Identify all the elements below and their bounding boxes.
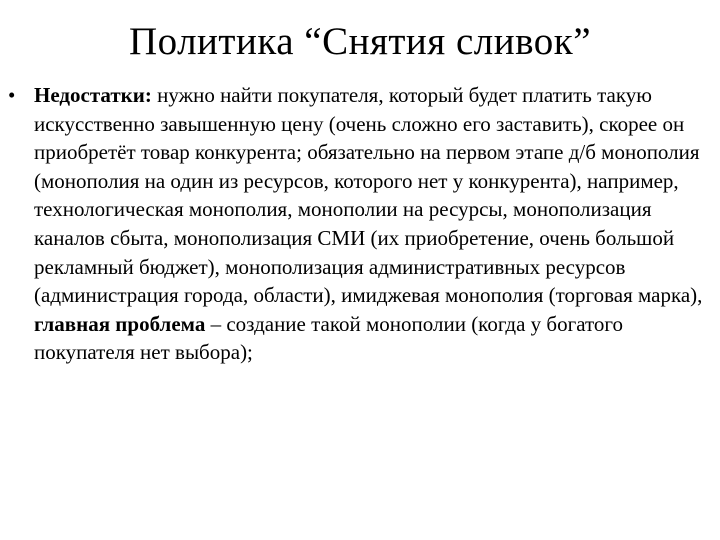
slide-title: Политика “Снятия сливок” — [128, 20, 592, 63]
bullet-text — [34, 81, 714, 367]
bullet-emphasis-bold: главная проблема — [34, 311, 206, 336]
bullet-body-part-2: – создание такой монополии (когда у богатого покупателя нет выбора); — [34, 311, 623, 365]
bullet-body-part-1: нужно найти покупателя, который будет платить такую искусственно завышенную цену (очень сложно его заставить), скорее он приобретёт товар конкурента; обязательно на первом этапе д/б монополия (монополия на один из ресурсов, которого нет у конкурента), например, технологическая монополия, монополии на ресурсы, монополизация каналов сбыта, монополизация СМИ (их приобретение, очень большой рекламный бюджет), монополизация административных ресурсов (администрация города, области), имиджевая монополия (торговая марка), — [34, 83, 703, 308]
bullet-marker: • — [8, 83, 16, 107]
bullet-lead-bold: Недостатки: — [34, 83, 152, 107]
